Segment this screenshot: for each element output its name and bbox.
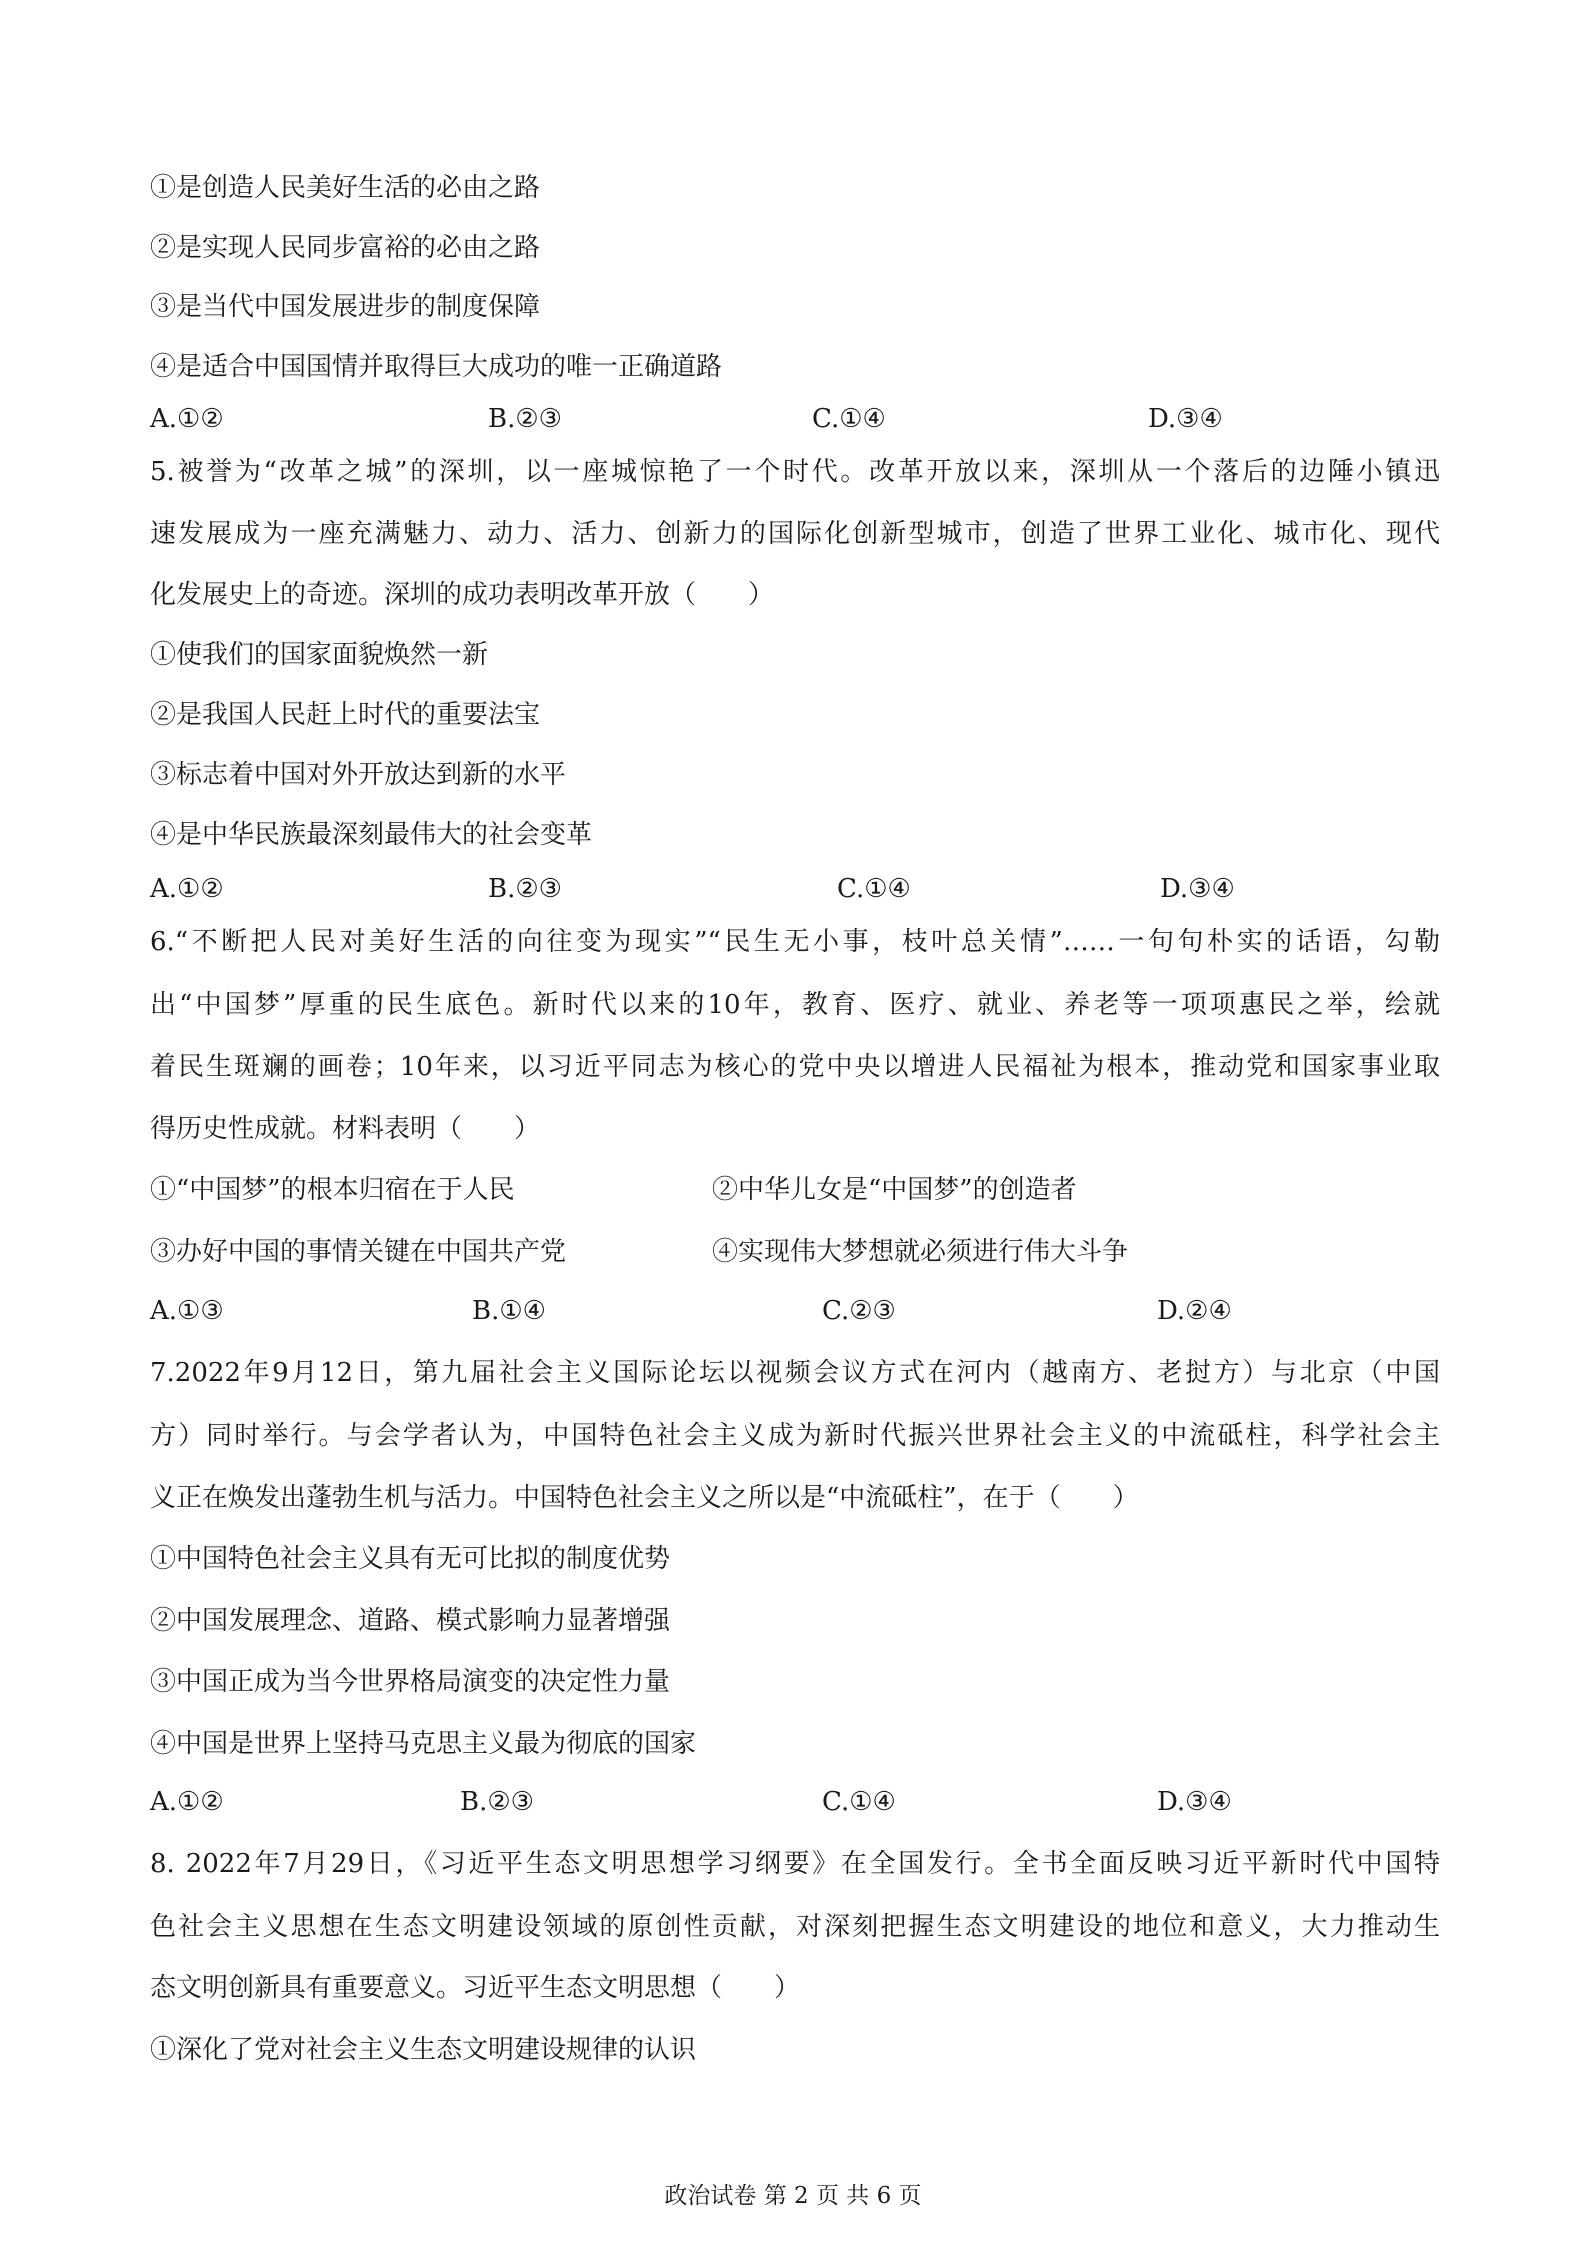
q8-stem-line-2: 色社会主义思想在生态文明建设领域的原创性贡献，对深刻把握生态文明建设的地位和意义，大力推动生 (150, 1912, 1440, 1942)
q5-stem-line-1: 5.被誉为“改革之城”的深圳，以一座城惊艳了一个时代。改革开放以来，深圳从一个落后的边陲小镇迅 (150, 457, 1440, 487)
q8-stem-line-3: 态文明创新具有重要意义。习近平生态文明思想（ ） (150, 1973, 801, 2003)
q7-option-a: A.①② (150, 1787, 224, 1817)
q5-stem-line-3: 化发展史上的奇迹。深圳的成功表明改革开放（ ） (150, 580, 775, 610)
q5-option-c: C.①④ (837, 874, 911, 904)
q4-option-d: D.③④ (1148, 404, 1223, 434)
q7-item-3: ③中国正成为当今世界格局演变的决定性力量 (150, 1667, 671, 1697)
q7-item-1: ①中国特色社会主义具有无可比拟的制度优势 (150, 1544, 671, 1574)
q6-item-2: ②中华儿女是“中国梦”的创造者 (712, 1175, 1077, 1205)
q6-stem-line-2: 出“中国梦”厚重的民生底色。新时代以来的10年，教育、医疗、就业、养老等一项项惠民之举，绘就 (150, 990, 1440, 1020)
q5-option-d: D.③④ (1160, 874, 1235, 904)
q5-item-2: ②是我国人民赶上时代的重要法宝 (150, 700, 541, 730)
page-footer: 政治试卷 第 2 页 共 6 页 (664, 2183, 922, 2209)
q4-option-c: C.①④ (812, 404, 886, 434)
q7-item-4: ④中国是世界上坚持马克思主义最为彻底的国家 (150, 1729, 697, 1759)
q5-item-4: ④是中华民族最深刻最伟大的社会变革 (150, 820, 593, 850)
q6-stem-line-4: 得历史性成就。材料表明（ ） (150, 1114, 541, 1144)
q7-option-d: D.③④ (1157, 1787, 1232, 1817)
q6-option-c: C.②③ (822, 1296, 896, 1326)
q6-item-1: ①“中国梦”的根本归宿在于人民 (150, 1175, 515, 1205)
q7-item-2: ②中国发展理念、道路、模式影响力显著增强 (150, 1606, 671, 1636)
q5-item-1: ①使我们的国家面貌焕然一新 (150, 640, 489, 670)
q7-stem-line-1: 7.2022年9月12日，第九届社会主义国际论坛以视频会议方式在河内（越南方、老挝方）与北京（中国 (150, 1358, 1440, 1388)
q8-stem-line-1: 8. 2022年7月29日，《习近平生态文明思想学习纲要》在全国发行。全书全面反映习近平新时代中国特 (150, 1849, 1440, 1879)
q4-option-b: B.②③ (488, 404, 562, 434)
q6-item-4: ④实现伟大梦想就必须进行伟大斗争 (712, 1237, 1129, 1267)
q7-option-c: C.①④ (822, 1787, 896, 1817)
q7-option-b: B.②③ (460, 1787, 534, 1817)
q4-item-4: ④是适合中国国情并取得巨大成功的唯一正确道路 (150, 352, 723, 382)
q5-option-a: A.①② (150, 874, 224, 904)
q7-stem-line-3: 义正在焕发出蓬勃生机与活力。中国特色社会主义之所以是“中流砥柱”，在于（ ） (150, 1483, 1139, 1513)
q8-item-1: ①深化了党对社会主义生态文明建设规律的认识 (150, 2035, 697, 2065)
q5-stem-line-2: 速发展成为一座充满魅力、动力、活力、创新力的国际化创新型城市，创造了世界工业化、城市化、现代 (150, 519, 1440, 549)
q6-stem-line-3: 着民生斑斓的画卷；10年来，以习近平同志为核心的党中央以增进人民福祉为根本，推动党和国家事业取 (150, 1052, 1440, 1082)
q4-item-3: ③是当代中国发展进步的制度保障 (150, 292, 541, 322)
q6-stem-line-1: 6.“不断把人民对美好生活的向往变为现实”“民生无小事，枝叶总关情”……一句句朴实的话语，勾勒 (150, 927, 1440, 957)
q6-option-b: B.①④ (472, 1296, 546, 1326)
q7-stem-line-2: 方）同时举行。与会学者认为，中国特色社会主义成为新时代振兴世界社会主义的中流砥柱，科学社会主 (150, 1421, 1440, 1451)
q4-item-2: ②是实现人民同步富裕的必由之路 (150, 233, 541, 263)
q6-item-3: ③办好中国的事情关键在中国共产党 (150, 1237, 567, 1267)
q5-option-b: B.②③ (488, 874, 562, 904)
q4-item-1: ①是创造人民美好生活的必由之路 (150, 173, 541, 203)
q5-item-3: ③标志着中国对外开放达到新的水平 (150, 760, 567, 790)
q6-option-d: D.②④ (1157, 1296, 1232, 1326)
q6-option-a: A.①③ (150, 1296, 224, 1326)
q4-option-a: A.①② (150, 404, 224, 434)
